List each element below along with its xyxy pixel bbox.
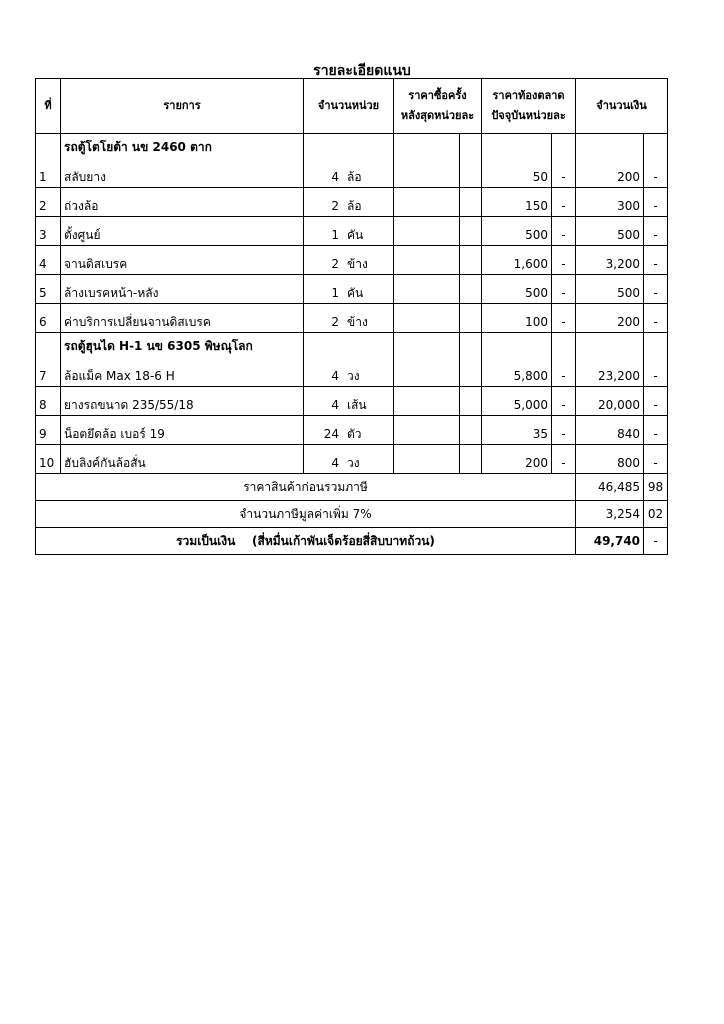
table-row <box>36 246 668 275</box>
item-no: 8 <box>36 387 61 416</box>
item-no: 5 <box>36 275 61 304</box>
item-name-cell <box>61 445 304 474</box>
item-unit: วง <box>347 369 360 383</box>
vat-sub: 02 <box>644 501 668 528</box>
item-qty: 1 <box>331 228 339 242</box>
subtotal-row <box>36 474 668 501</box>
item-price-sub: - <box>552 188 576 217</box>
item-price: 35 <box>482 416 552 445</box>
item-qty-cell <box>304 445 394 474</box>
item-no: 4 <box>36 246 61 275</box>
item-amount: 800 <box>576 445 644 474</box>
header-market-price-line1: ราคาท้องตลาด <box>492 89 565 102</box>
item-price-sub: - <box>552 333 576 387</box>
item-amount-sub: - <box>644 217 668 246</box>
item-unit: คัน <box>347 228 364 242</box>
header-amount: จำนวนเงิน <box>576 79 668 134</box>
item-name: ล้อแม็ค Max 18-6 H <box>64 369 175 383</box>
item-unit: เส้น <box>347 398 367 412</box>
item-name: ตั้งศูนย์ <box>64 228 101 242</box>
item-name-cell <box>61 188 304 217</box>
item-no: 9 <box>36 416 61 445</box>
item-no: 3 <box>36 217 61 246</box>
item-last-price-sub <box>460 246 482 275</box>
group-title: รถตู้โตโยต้า นข 2460 ตาก <box>64 140 212 154</box>
item-last-price-sub <box>460 134 482 188</box>
total-amount: 49,740 <box>576 528 644 555</box>
item-last-price <box>394 246 460 275</box>
subtotal-sub: 98 <box>644 474 668 501</box>
item-name: ยางรถขนาด 235/55/18 <box>64 398 194 412</box>
item-price: 5,800 <box>482 333 552 387</box>
item-qty-cell <box>304 304 394 333</box>
item-amount-sub: - <box>644 134 668 188</box>
group-title: รถตู้ฮุนได H-1 นข 6305 พิษณุโลก <box>64 339 253 353</box>
vat-label: จำนวนภาษีมูลค่าเพิ่ม 7% <box>36 501 576 528</box>
item-price-sub: - <box>552 387 576 416</box>
item-amount-sub: - <box>644 445 668 474</box>
item-last-price <box>394 134 460 188</box>
header-market-price-line2: ปัจจุบันหน่วยละ <box>491 109 566 122</box>
table-row <box>36 217 668 246</box>
details-table <box>35 78 668 555</box>
item-qty-cell <box>304 333 394 387</box>
item-qty: 2 <box>331 315 339 329</box>
total-sub: - <box>644 528 668 555</box>
item-last-price <box>394 333 460 387</box>
total-row <box>36 528 668 555</box>
item-name: จานดิสเบรค <box>64 257 128 271</box>
item-no: 1 <box>36 134 61 188</box>
header-no: ที่ <box>36 79 61 134</box>
item-amount-sub: - <box>644 246 668 275</box>
item-amount-sub: - <box>644 188 668 217</box>
table-body <box>36 134 668 474</box>
item-qty: 1 <box>331 286 339 300</box>
item-unit: ตัว <box>347 427 362 441</box>
item-last-price <box>394 304 460 333</box>
item-amount: 200 <box>576 134 644 188</box>
item-no: 2 <box>36 188 61 217</box>
item-price: 500 <box>482 275 552 304</box>
item-last-price <box>394 445 460 474</box>
item-last-price <box>394 275 460 304</box>
item-amount-sub: - <box>644 275 668 304</box>
item-qty: 4 <box>331 170 339 184</box>
vat-row <box>36 501 668 528</box>
item-unit: ข้าง <box>347 315 368 329</box>
item-name-cell <box>61 387 304 416</box>
item-name: ค่าบริการเปลี่ยนจานดิสเบรค <box>64 315 211 329</box>
item-price: 500 <box>482 217 552 246</box>
item-qty-cell <box>304 387 394 416</box>
header-item: รายการ <box>61 79 304 134</box>
subtotal-label: ราคาสินค้าก่อนรวมภาษี <box>36 474 576 501</box>
item-unit: วง <box>347 456 360 470</box>
item-last-price <box>394 387 460 416</box>
table-row <box>36 304 668 333</box>
item-amount: 500 <box>576 275 644 304</box>
header-last-price-line1: ราคาซื้อครั้ง <box>408 89 467 102</box>
table-row <box>36 333 668 387</box>
subtotal-amount: 46,485 <box>576 474 644 501</box>
item-unit: ล้อ <box>347 199 362 213</box>
item-price-sub: - <box>552 416 576 445</box>
item-last-price-sub <box>460 333 482 387</box>
item-last-price <box>394 217 460 246</box>
header-market-price <box>482 79 576 134</box>
item-amount: 23,200 <box>576 333 644 387</box>
item-last-price-sub <box>460 416 482 445</box>
item-last-price <box>394 188 460 217</box>
item-name-cell <box>61 217 304 246</box>
item-no: 6 <box>36 304 61 333</box>
item-unit: คัน <box>347 286 364 300</box>
item-price-sub: - <box>552 217 576 246</box>
item-name-cell <box>61 304 304 333</box>
header-qty: จำนวนหน่วย <box>304 79 394 134</box>
total-label: รวมเป็นเงิน <box>176 533 236 548</box>
item-qty: 2 <box>331 257 339 271</box>
item-price: 150 <box>482 188 552 217</box>
item-unit: ล้อ <box>347 170 362 184</box>
header-row <box>36 79 668 134</box>
item-price-sub: - <box>552 275 576 304</box>
item-price-sub: - <box>552 246 576 275</box>
table-row <box>36 416 668 445</box>
table-row <box>36 188 668 217</box>
page-title: รายละเอียดแนบ <box>313 63 411 79</box>
item-no: 7 <box>36 333 61 387</box>
table-row <box>36 134 668 188</box>
item-last-price-sub <box>460 188 482 217</box>
item-name: สลับยาง <box>64 170 106 184</box>
item-name: ล้างเบรคหน้า-หลัง <box>64 286 159 300</box>
item-qty-cell <box>304 275 394 304</box>
item-last-price <box>394 416 460 445</box>
item-name: ฮับลิงค์กันล้อสั่น <box>64 456 146 470</box>
item-price: 5,000 <box>482 387 552 416</box>
table-row <box>36 445 668 474</box>
item-qty: 4 <box>331 369 339 383</box>
item-qty-cell <box>304 217 394 246</box>
item-name-cell <box>61 134 304 188</box>
total-label-cell <box>36 528 576 555</box>
item-amount-sub: - <box>644 387 668 416</box>
item-last-price-sub <box>460 387 482 416</box>
item-price-sub: - <box>552 304 576 333</box>
item-qty-cell <box>304 134 394 188</box>
item-amount-sub: - <box>644 416 668 445</box>
header-last-price-line2: หลังสุดหน่วยละ <box>400 109 475 122</box>
item-price-sub: - <box>552 134 576 188</box>
item-amount: 3,200 <box>576 246 644 275</box>
item-amount: 500 <box>576 217 644 246</box>
item-price-sub: - <box>552 445 576 474</box>
item-amount-sub: - <box>644 304 668 333</box>
item-price: 50 <box>482 134 552 188</box>
item-last-price-sub <box>460 304 482 333</box>
header-last-price <box>394 79 482 134</box>
item-last-price-sub <box>460 445 482 474</box>
item-qty-cell <box>304 188 394 217</box>
vat-amount: 3,254 <box>576 501 644 528</box>
table-row <box>36 387 668 416</box>
item-name: น็อตยึดล้อ เบอร์ 19 <box>64 427 165 441</box>
item-amount-sub: - <box>644 333 668 387</box>
item-price: 1,600 <box>482 246 552 275</box>
item-price: 200 <box>482 445 552 474</box>
item-qty: 4 <box>331 456 339 470</box>
item-amount: 20,000 <box>576 387 644 416</box>
item-name: ถ่วงล้อ <box>64 199 99 213</box>
item-name-cell <box>61 333 304 387</box>
item-name-cell <box>61 416 304 445</box>
item-qty-cell <box>304 246 394 275</box>
item-qty-cell <box>304 416 394 445</box>
item-name-cell <box>61 275 304 304</box>
item-amount: 200 <box>576 304 644 333</box>
total-words: (สี่หมื่นเก้าพันเจ็ดร้อยสี่สิบบาทถ้วน) <box>252 533 435 548</box>
item-last-price-sub <box>460 217 482 246</box>
item-no: 10 <box>36 445 61 474</box>
item-unit: ข้าง <box>347 257 368 271</box>
item-qty: 2 <box>331 199 339 213</box>
item-name-cell <box>61 246 304 275</box>
item-qty: 4 <box>331 398 339 412</box>
item-last-price-sub <box>460 275 482 304</box>
item-qty: 24 <box>323 427 339 441</box>
item-price: 100 <box>482 304 552 333</box>
table-row <box>36 275 668 304</box>
item-amount: 300 <box>576 188 644 217</box>
item-amount: 840 <box>576 416 644 445</box>
